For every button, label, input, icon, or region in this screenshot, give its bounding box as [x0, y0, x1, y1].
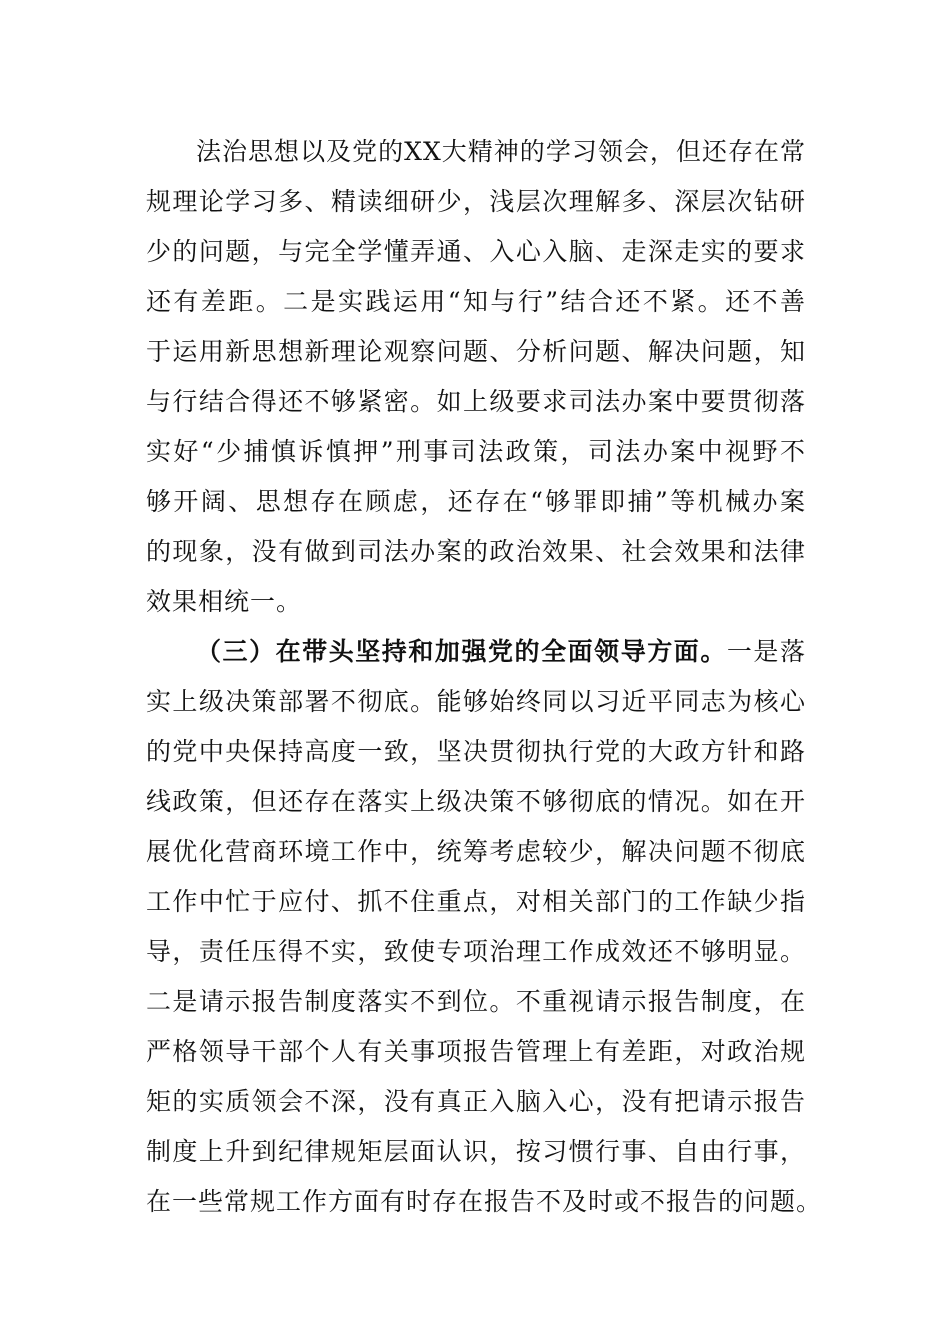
section-heading-line [196, 632, 806, 672]
paragraph-line: 够开阔、思想存在顾虑，还存在“够罪即捕”等机械办案 [146, 487, 806, 516]
paragraph-line: 矩的实质领会不深，没有真正入脑入心，没有把请示报告 [146, 1087, 806, 1116]
section-heading: （三）在带头坚持和加强党的全面领导方面。 [196, 637, 727, 666]
paragraph-line: 法治思想以及党的XX大精神的学习领会，但还存在常 [196, 137, 806, 166]
paragraph-line: 实上级决策部署不彻底。能够始终同以习近平同志为核心 [146, 687, 806, 716]
section-heading-continuation: 一是落 [726, 637, 806, 666]
paragraph-line: 二是请示报告制度落实不到位。不重视请示报告制度，在 [146, 987, 806, 1016]
paragraph-line: 与行结合得还不够紧密。如上级要求司法办案中要贯彻落 [146, 387, 806, 416]
paragraph-line: 效果相统一。 [146, 587, 303, 616]
paragraph-line: 展优化营商环境工作中，统筹考虑较少，解决问题不彻底 [146, 837, 806, 866]
paragraph-line: 的现象，没有做到司法办案的政治效果、社会效果和法律 [146, 537, 806, 566]
paragraph-line: 制度上升到纪律规矩层面认识，按习惯行事、自由行事， [146, 1137, 806, 1166]
paragraph-line: 实好“少捕慎诉慎押”刑事司法政策，司法办案中视野不 [146, 437, 806, 466]
paragraph-line: 的党中央保持高度一致，坚决贯彻执行党的大政方针和路 [146, 737, 806, 766]
paragraph-line: 少的问题，与完全学懂弄通、入心入脑、走深走实的要求 [146, 237, 806, 266]
paragraph-line: 规理论学习多、精读细研少，浅层次理解多、深层次钻研 [146, 187, 806, 216]
paragraph-line: 在一些常规工作方面有时存在报告不及时或不报告的问题。 [146, 1187, 823, 1216]
paragraph-line: 严格领导干部个人有关事项报告管理上有差距，对政治规 [146, 1037, 806, 1066]
paragraph-line: 于运用新思想新理论观察问题、分析问题、解决问题，知 [146, 337, 806, 366]
paragraph-line: 线政策，但还存在落实上级决策不够彻底的情况。如在开 [146, 787, 806, 816]
paragraph-line: 工作中忙于应付、抓不住重点，对相关部门的工作缺少指 [146, 887, 806, 916]
paragraph-line: 还有差距。二是实践运用“知与行”结合还不紧。还不善 [146, 287, 806, 316]
paragraph-line: 导，责任压得不实，致使专项治理工作成效还不够明显。 [146, 937, 806, 966]
